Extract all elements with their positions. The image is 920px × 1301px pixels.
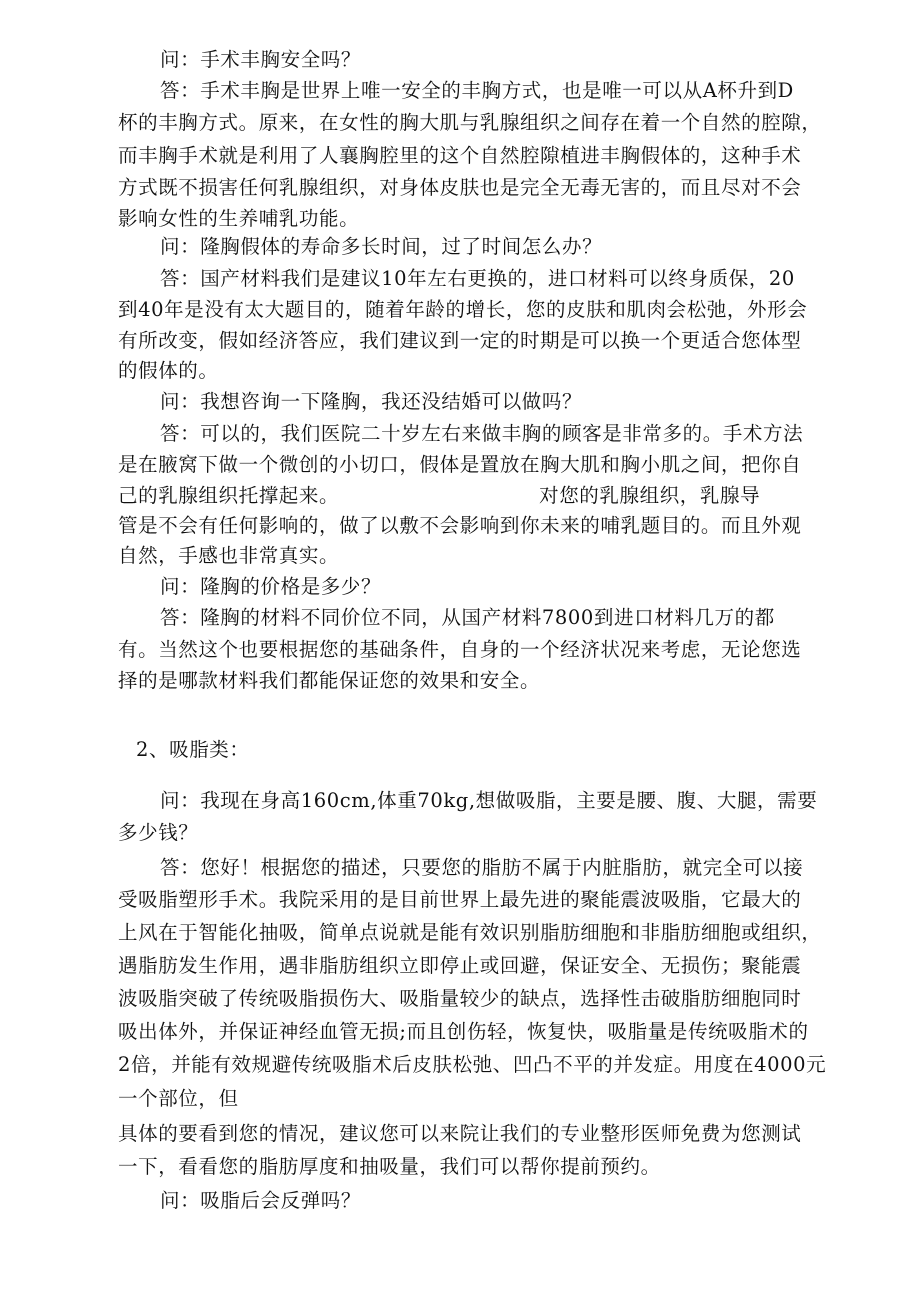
body-line: 具体的要看到您的情况，建议您可以来院让我们的专业整形医师免费为您测试 bbox=[118, 1122, 802, 1145]
body-line: 到40年是没有太大题目的，随着年龄的增长，您的皮肤和肌肉会松弛，外形会 bbox=[118, 298, 808, 321]
body-line: 自然，手感也非常真实。 bbox=[118, 544, 340, 567]
body-line: 有。当然这个也要根据您的基础条件，自身的一个经济状况来考虑，无论您选 bbox=[118, 638, 802, 661]
body-line: 吸出体外，并保证神经血管无损;而且创伤轻，恢复快，吸脂量是传统吸脂术的 bbox=[118, 1020, 809, 1043]
question-line: 问：隆胸假体的寿命多长时间，过了时间怎么办？ bbox=[160, 235, 603, 258]
body-segment: 己的乳腺组织托撑起来。 bbox=[118, 484, 340, 507]
body-line: 多少钱？ bbox=[118, 821, 199, 844]
question-line: 问：我现在身高160cm,体重70kg,想做吸脂，主要是腰、腹、大腿，需要 bbox=[160, 789, 818, 812]
question-line: 问：手术丰胸安全吗？ bbox=[160, 48, 362, 71]
body-line: 2倍，并能有效规避传统吸脂术后皮肤松弛、凹凸不平的并发症。用度在4000元 bbox=[118, 1053, 827, 1076]
body-line: 而丰胸手术就是利用了人襄胸腔里的这个自然腔隙植进丰胸假体的，这种手术 bbox=[118, 144, 802, 167]
answer-line: 答：您好！根据您的描述，只要您的脂肪不属于内脏脂肪，就完全可以接 bbox=[160, 856, 804, 879]
body-line: 择的是哪款材料我们都能保证您的效果和安全。 bbox=[118, 669, 541, 692]
body-line: 受吸脂塑形手术。我院采用的是目前世界上最先进的聚能震波吸脂，它最大的 bbox=[118, 888, 802, 911]
body-segment: 对您的乳腺组织，乳腺导 bbox=[539, 484, 761, 507]
body-line: 是在腋窝下做一个微创的小切口，假体是置放在胸大肌和胸小肌之间，把你自 bbox=[118, 453, 802, 476]
body-line: 遇脂肪发生作用，遇非脂肪组织立即停止或回避，保证安全、无损伤；聚能震 bbox=[118, 954, 802, 977]
body-line: 有所改变，假如经济答应，我们建议到一定的时期是可以换一个更适合您体型 bbox=[118, 329, 802, 352]
question-line: 问：吸脂后会反弹吗？ bbox=[160, 1189, 362, 1212]
body-line: 影响女性的生养哺乳功能。 bbox=[118, 207, 360, 230]
question-line: 问：隆胸的价格是多少？ bbox=[160, 575, 382, 598]
body-line bbox=[118, 484, 818, 508]
body-line: 方式既不损害任何乳腺组织，对身体皮肤也是完全无毒无害的，而且尽对不会 bbox=[118, 176, 802, 199]
answer-line: 答：手术丰胸是世界上唯一安全的丰胸方式，也是唯一可以从A杯升到D bbox=[160, 79, 794, 102]
body-line: 的假体的。 bbox=[118, 359, 219, 382]
answer-line: 答：隆胸的材料不同价位不同，从国产材料7800到进口材料几万的都 bbox=[160, 606, 775, 629]
answer-line: 答：国产材料我们是建议10年左右更换的，进口材料可以终身质保，20 bbox=[160, 267, 795, 290]
body-line: 波吸脂突破了传统吸脂损伤大、吸脂量较少的缺点，选择性击破脂肪细胞同时 bbox=[118, 987, 802, 1010]
body-line: 管是不会有任何影响的，做了以敷不会影响到你未来的哺乳题目的。而且外观 bbox=[118, 514, 802, 537]
body-line: 一个部位，但 bbox=[118, 1087, 239, 1110]
body-line: 上风在于智能化抽吸，简单点说就是能有效识别脂肪细胞和非脂肪细胞或组织， bbox=[118, 921, 822, 944]
body-line: 一下，看看您的脂肪厚度和抽吸量，我们可以帮你提前预约。 bbox=[118, 1155, 661, 1178]
section-heading: 2、吸脂类： bbox=[136, 738, 250, 761]
body-line: 杯的丰胸方式。原来，在女性的胸大肌与乳腺组织之间存在着一个自然的腔隙， bbox=[118, 111, 822, 134]
question-line: 问：我想咨询一下隆胸，我还没结婚可以做吗？ bbox=[160, 390, 583, 413]
answer-line: 答：可以的，我们医院二十岁左右来做丰胸的顾客是非常多的。手术方法 bbox=[160, 422, 804, 445]
